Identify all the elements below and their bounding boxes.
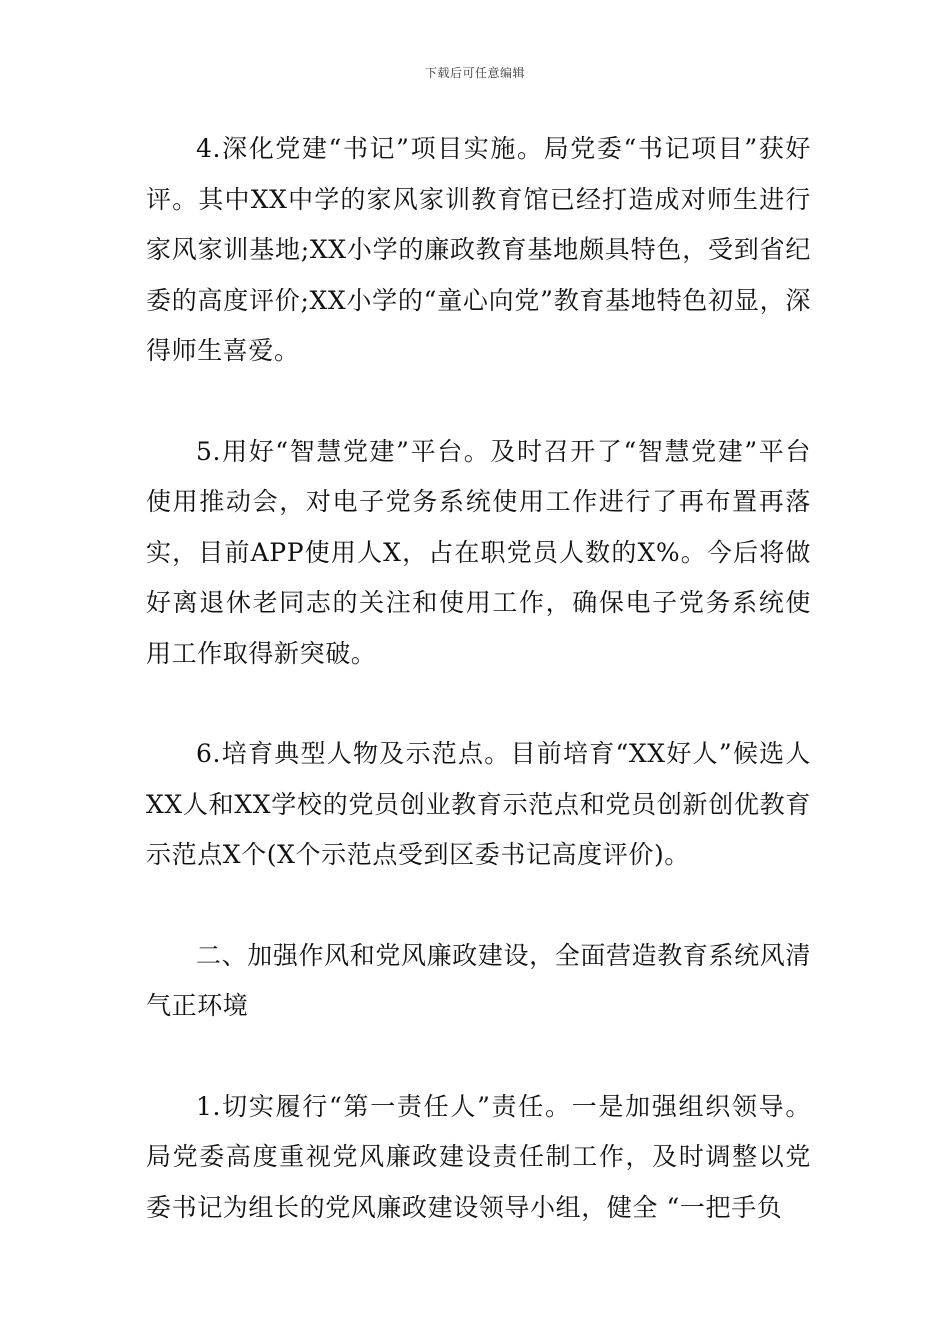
paragraph-spacer — [146, 1032, 811, 1082]
section-heading-2: 二、加强作风和党风廉政建设，全面营造教育系统风清气正环境 — [146, 940, 811, 1020]
document-body — [146, 124, 811, 1233]
paragraph-item-6: 6.培育典型人物及示范点。目前培育“XX好人”候选人XX人和XX学校的党员创业教育示范点和党员创新创优教育示范点X个(X个示范点受到区委书记高度评价)。 — [146, 739, 811, 869]
paragraph-spacer — [146, 377, 811, 427]
paragraph-spacer — [146, 679, 811, 729]
paragraph-item-5: 5.用好“智慧党建”平台。及时召开了“智慧党建”平台使用推动会，对电子党务系统使用工作进行了再布置再落实，目前APP使用人X，占在职党员人数的X%。今后将做好离退休老同志的关注和使用工作，确保电子党务系统使用工作取得新突破。 — [146, 436, 811, 668]
paragraph-item-1: 1.切实履行“第一责任人”责任。一是加强组织领导。局党委高度重视党风廉政建设责任制工作，及时调整以党委书记为组长的党风廉政建设领导小组，健全 “一把手负 — [146, 1091, 811, 1222]
paragraph-item-4: 4.深化党建“书记”项目实施。局党委“书记项目”获好评。其中XX中学的家风家训教育馆已经打造成对师生进行家风家训基地;XX小学的廉政教育基地颇具特色，受到省纪委的高度评价;XX小学的“童心向党”教育基地特色初显，深得师生喜爱。 — [146, 134, 811, 365]
paragraph-spacer — [146, 881, 811, 931]
download-note: 下载后可任意编辑 — [424, 66, 525, 80]
